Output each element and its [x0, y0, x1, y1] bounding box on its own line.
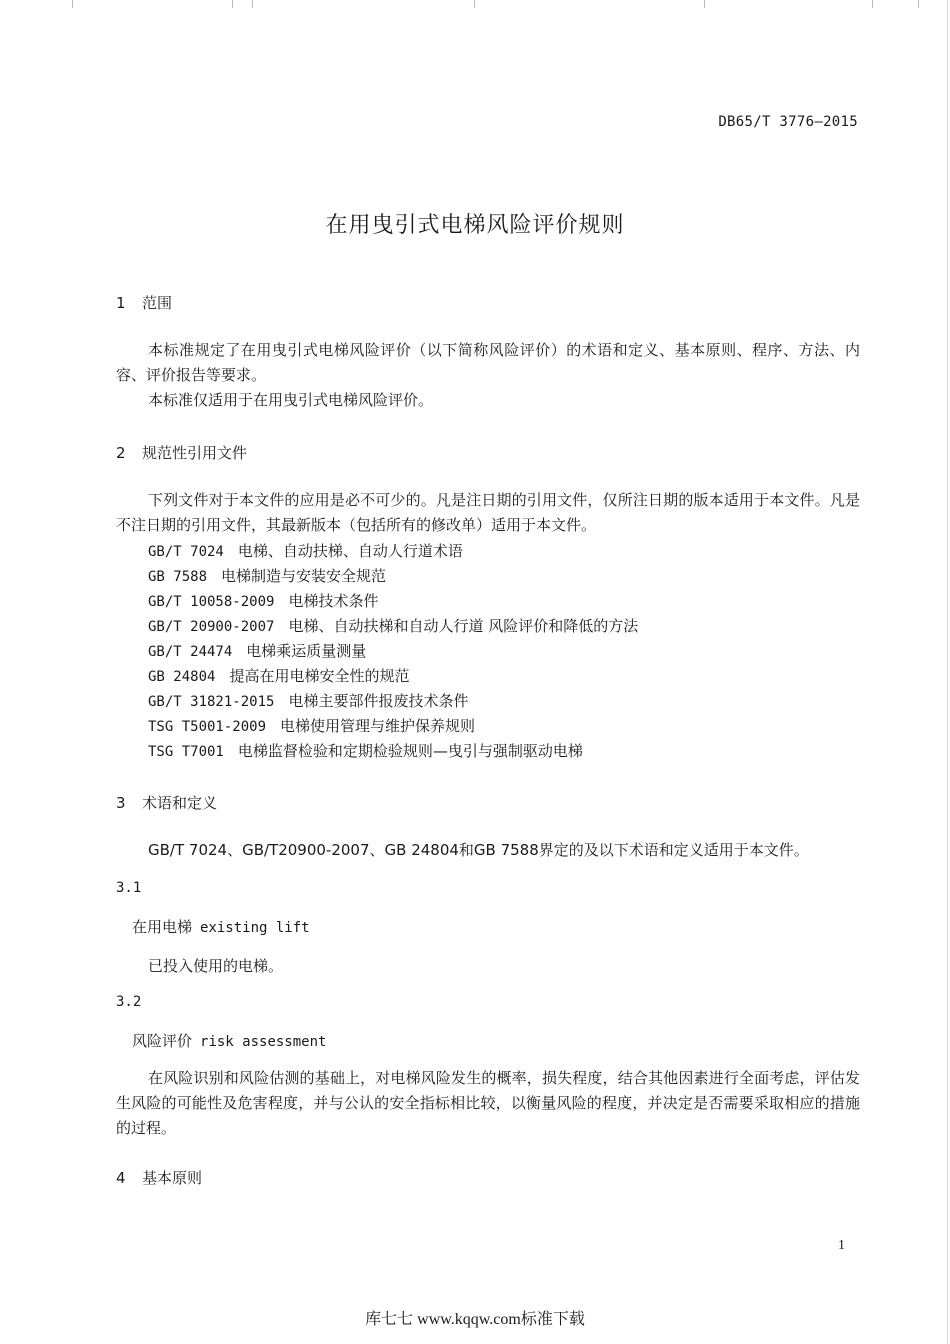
reference-item [148, 715, 475, 736]
section-1-heading [116, 292, 172, 313]
reference-title: 电梯主要部件报废技术条件 [288, 692, 469, 710]
term-cn: 风险评价 [132, 1032, 193, 1050]
reference-code: GB/T 7024 [148, 544, 224, 560]
reference-code: GB/T 24474 [148, 644, 233, 660]
scope-paragraph: 本标准规定了在用曳引式电梯风险评价（以下简称风险评价）的术语和定义、基本原则、程序、方法、内容、评价报告等要求。 [116, 341, 860, 384]
section-4-heading [116, 1167, 202, 1188]
terms-intro: GB/T 7024、GB/T20900-2007、GB 24804和GB 7588界定的及以下术语和定义适用于本文件。 [148, 841, 809, 859]
term-en: existing lift [200, 920, 310, 936]
reference-title: 电梯技术条件 [288, 592, 379, 610]
page-title: 在用曳引式电梯风险评价规则 [325, 213, 625, 238]
reference-item [148, 590, 378, 611]
term-heading [132, 916, 310, 937]
reference-item [148, 690, 468, 711]
section-3-heading [116, 792, 217, 813]
reference-code: TSG T7001 [148, 744, 224, 760]
scope-applicability: 本标准仅适用于在用曳引式电梯风险评价。 [148, 391, 434, 409]
reference-code: GB/T 31821-2015 [148, 694, 275, 710]
section-number: 1 [116, 294, 126, 312]
reference-item [148, 665, 409, 686]
reference-item [148, 565, 386, 586]
term-definition: 已投入使用的电梯。 [148, 957, 284, 975]
scan-edge-marks [0, 0, 950, 10]
reference-title: 电梯、自动扶梯和自动人行道 风险评价和降低的方法 [288, 617, 639, 635]
section-title: 规范性引用文件 [142, 444, 248, 462]
page-number: 1 [838, 1238, 845, 1253]
normative-intro: 下列文件对于本文件的应用是必不可少的。凡是注日期的引用文件，仅所注日期的版本适用于本文件。凡是不注日期的引用文件，其最新版本（包括所有的修改单）适用于本文件。 [116, 491, 860, 534]
term-cn: 在用电梯 [132, 918, 193, 936]
reference-code: GB 24804 [148, 669, 216, 685]
section-2-heading [116, 442, 247, 463]
reference-code: GB 7588 [148, 569, 208, 585]
reference-code: GB/T 20900-2007 [148, 619, 275, 635]
reference-code: TSG T5001-2009 [148, 719, 267, 735]
reference-title: 电梯制造与安装安全规范 [221, 567, 387, 585]
section-number: 3 [116, 794, 126, 812]
section-title: 范围 [142, 294, 173, 312]
term-number: 3.2 [116, 994, 142, 1010]
term-heading [132, 1030, 326, 1051]
section-title: 术语和定义 [142, 794, 218, 812]
section-number: 2 [116, 444, 126, 462]
section-title: 基本原则 [142, 1169, 203, 1187]
reference-title: 提高在用电梯安全性的规范 [229, 667, 410, 685]
reference-item [148, 640, 366, 661]
reference-title: 电梯、自动扶梯、自动人行道术语 [237, 542, 463, 560]
reference-item [148, 540, 463, 561]
reference-title: 电梯监督检验和定期检验规则—曳引与强制驱动电梯 [237, 742, 583, 760]
reference-code: GB/T 10058-2009 [148, 594, 275, 610]
term-en: risk assessment [200, 1034, 327, 1050]
reference-title: 电梯乘运质量测量 [246, 642, 367, 660]
term-definition: 在风险识别和风险估测的基础上，对电梯风险发生的概率，损失程度，结合其他因素进行全面考虑，评估发生风险的可能性及危害程度，并与公认的安全指标相比较，以衡量风险的程度，并决定是否需要采取相应的措施的过程。 [116, 1069, 860, 1137]
reference-item [148, 740, 583, 761]
term-number: 3.1 [116, 880, 142, 896]
scan-right-edge [947, 0, 948, 1344]
reference-title: 电梯使用管理与维护保养规则 [280, 717, 476, 735]
footer-watermark: 库七七 www.kqqw.com标准下载 [365, 1311, 585, 1328]
document-code: DB65/T 3776—2015 [718, 114, 858, 130]
reference-item [148, 615, 638, 636]
section-number: 4 [116, 1169, 126, 1187]
